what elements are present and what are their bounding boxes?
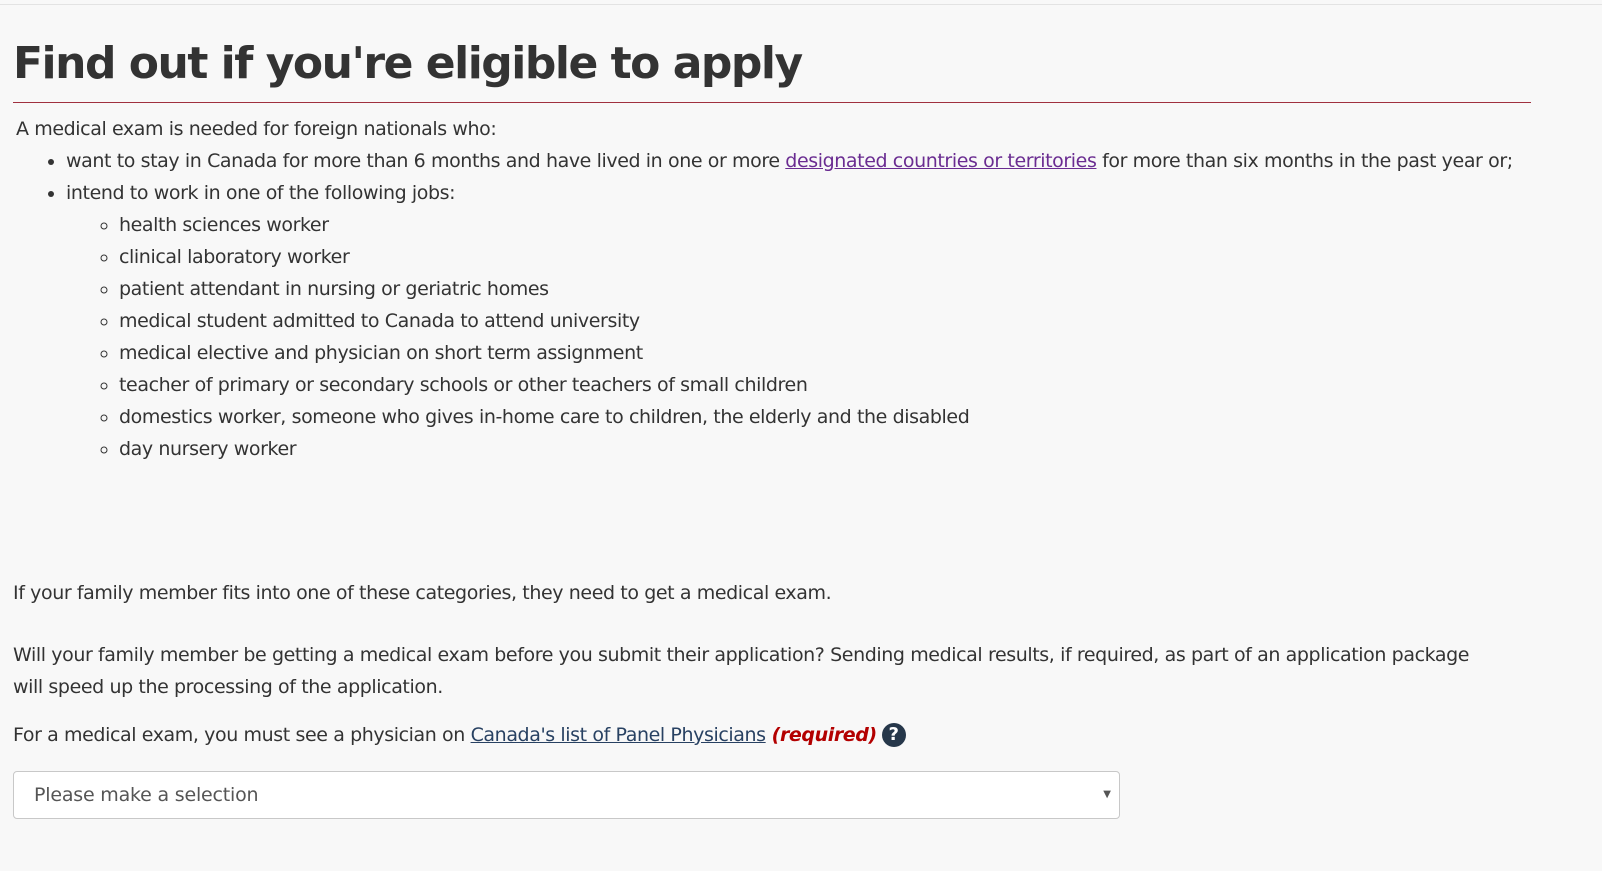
select-value: Please make a selection [34, 784, 259, 806]
field-label-text: For a medical exam, you must see a physician on [13, 724, 465, 746]
medical-exam-select[interactable] [13, 771, 1120, 819]
list-item: ◦ health sciences worker [119, 209, 1533, 241]
criteria-item-stay-text: want to stay in Canada for more than 6 months and have lived in one or more [66, 150, 786, 172]
list-item: ◦ patient attendant in nursing or geriatric homes [119, 273, 1533, 305]
family-category-text: If your family member fits into one of these categories, they need to get a medical exam. [13, 582, 832, 604]
list-item: ◦ medical elective and physician on short term assignment [119, 337, 1533, 369]
designated-countries-link[interactable]: designated countries or territories [785, 150, 1097, 172]
list-item: ◦ teacher of primary or secondary schools or other teachers of small children [119, 369, 1533, 401]
top-border [0, 4, 1602, 5]
criteria-list [13, 145, 1533, 465]
intro-text: A medical exam is needed for foreign nationals who: [16, 118, 497, 140]
criteria-item-work-text: intend to work in one of the following jobs: [66, 182, 456, 204]
title-divider [13, 102, 1531, 103]
list-item: ◦ medical student admitted to Canada to attend university [119, 305, 1533, 337]
criteria-item-stay [66, 145, 1533, 177]
list-item: ◦ domestics worker, someone who gives in-home care to children, the elderly and the disabled [119, 401, 1533, 433]
help-icon[interactable]: ? [882, 723, 906, 747]
panel-physicians-link[interactable]: Canada's list of Panel Physicians [470, 724, 766, 746]
list-item: ◦ clinical laboratory worker [119, 241, 1533, 273]
required-indicator: (required) [771, 724, 877, 746]
jobs-list [66, 209, 1533, 465]
criteria-item-stay-suffix: for more than six months in the past year or; [1096, 150, 1513, 172]
eligibility-section [13, 113, 1533, 465]
list-item: ◦ day nursery worker [119, 433, 1533, 465]
medical-exam-field-label [13, 719, 906, 751]
page-title: Find out if you're eligible to apply [13, 38, 802, 89]
chevron-down-icon: ▼ [1103, 789, 1111, 800]
medical-exam-question-text: Will your family member be getting a medical exam before you submit their application? Sending medical results, if required, as part of an application package will speed up the processing of the application. [13, 644, 1470, 698]
criteria-item-work [66, 177, 1533, 465]
